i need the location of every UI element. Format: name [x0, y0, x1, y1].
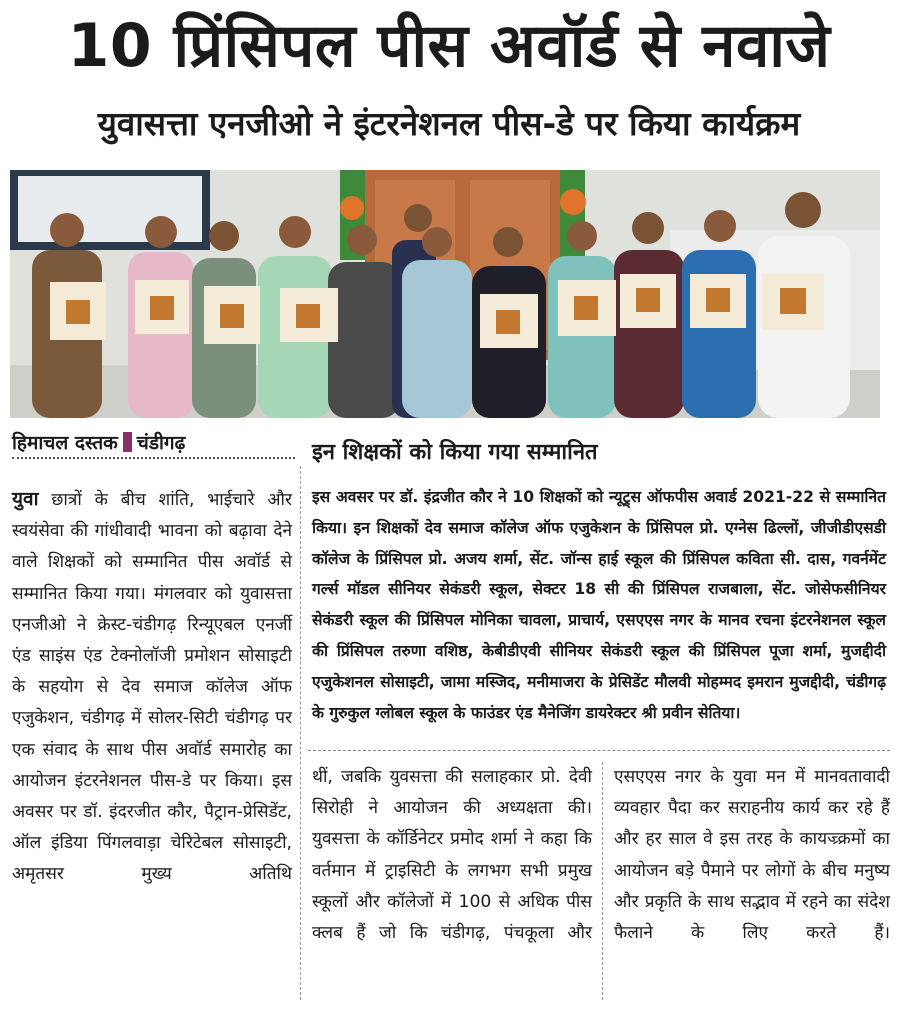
- byline-source: हिमाचल दस्तक: [12, 432, 118, 454]
- lead-word: युवा: [12, 488, 39, 510]
- box-heading: इन शिक्षकों को किया गया सम्मानित: [312, 440, 598, 465]
- left-column-paragraph: [12, 484, 292, 891]
- headline: 10 प्रिंसिपल पीस अवॉर्ड से नवाजे: [67, 11, 831, 81]
- byline: [12, 428, 185, 458]
- award-ceremony-photo: [10, 170, 880, 418]
- subheadline: युवासत्ता एनजीओ ने इंटरनेशनल पीस-डे पर किया कार्यक्रम: [97, 104, 801, 143]
- byline-separator: [123, 432, 132, 452]
- box-text: इस अवसर पर डॉ. इंद्रजीत कौर ने 10 शिक्षकों को न्यूट्र्स ऑफपीस अवार्ड 2021-22 से सम्मानित किया। इन शिक्षकों देव समाज कॉलेज ऑफ एजुकेशन के प्रिंसिपल प्रो. एग्नेस ढिल्लों, जीजीडीएसडी कॉलेज के प्रिंसिपल प्रो. अजय शर्मा, सेंट. जॉन्स हाई स्कूल की प्रिंसिपल कविता सी. दास, गवर्नमेंट गर्ल्स मॉडल सीनियर सेकंडरी स्कूल, सेक्टर 18 सी की प्रिंसिपल राजबाला, सेंट. जोसेफसीनियर सेकंडरी स्कूल की प्रिंसिपल मोनिका चावला, प्राचार्य, एसएएस नगर के मानव रचना इंटरनेशनल स्कूल की प्रिंसिपल तरुणा वशिष्ठ, केबीडीएवी सीनियर सेकंडरी स्कूल की प्रिंसिपल पूजा शर्मा, मुजद्दीदी एजुकेशनल सोसाइटी, जामा मस्जिद, मनीमाजरा के प्रेसिडेंट मौलवी मोहम्मद इमरान मुजद्दीदी, चंडीगढ़ के गुरुकुल ग्लोबल स्कूल के फाउंडर एंड मैनेजिंग डायरेक्टर श्री प्रवीन सेतिया।: [312, 488, 886, 722]
- column-three: एसएएस नगर के युवा मन में मानवतावादी व्यवहार पैदा कर सराहनीय कार्य कर रहे हैं और हर साल वे इस तरह के कायज्र्क्रमों का आयोजन बड़े पैमाने पर लोगों के बीच मनुष्य और प्रकृति के साथ सद्भाव में रहने का संदेश फैलाने के लिए करते हैं।: [614, 767, 890, 944]
- left-column-text: छात्रों के बीच शांति, भाईचारे और स्वयंसेवा की गांधीवादी भावना को बढ़ावा देने वाले शिक्षकों को सम्मानित पीस अवॉर्ड से सम्मानित किया गया। मंगलवार को युवासत्ता एनजीओ ने क्रेस्ट-चंडीगढ़ रिन्यूएबल एनर्जी एंड साइंस एंड टेक्नोलॉजी प्रमोशन सोसाइटी के सहयोग से देव समाज कॉलेज ऑफ एजुकेशन, चंडीगढ़ में सोलर-सिटी चंडीगढ़ पर एक संवाद के साथ पीस अवॉर्ड समारोह का आयोजन इंटरनेशनल पीस-डे पर किया। इस अवसर पर डॉ. इंदरजीत कौर, पैट्रान-प्रेसिडेंट, ऑल इंडिया पिंगलवाड़ा चेरिटेबल सोसाइटी, अमृतसर मुख्य अतिथि: [12, 490, 292, 885]
- byline-city: चंडीगढ़: [136, 432, 186, 454]
- byline-rule: [12, 457, 295, 459]
- inner-column-divider: [602, 762, 603, 1000]
- column-two: थीं, जबकि युवसत्ता की सलाहकार प्रो. देवी सिरोही ने आयोजन की अध्यक्षता की। युवसत्ता के कॉर्डिनेटर प्रमोद शर्मा ने कहा कि वर्तमान में ट्राइसिटी के लगभग सभी प्रमुख स्कूलों और कॉलेजों में 100 से अधिक पीस क्लब हैं जो कि चंडीगढ़, पंचकूला और: [312, 767, 592, 944]
- column-divider: [300, 466, 301, 1000]
- photo-illustration: [10, 170, 880, 418]
- left-column: [12, 484, 292, 891]
- box-rule: [308, 750, 890, 751]
